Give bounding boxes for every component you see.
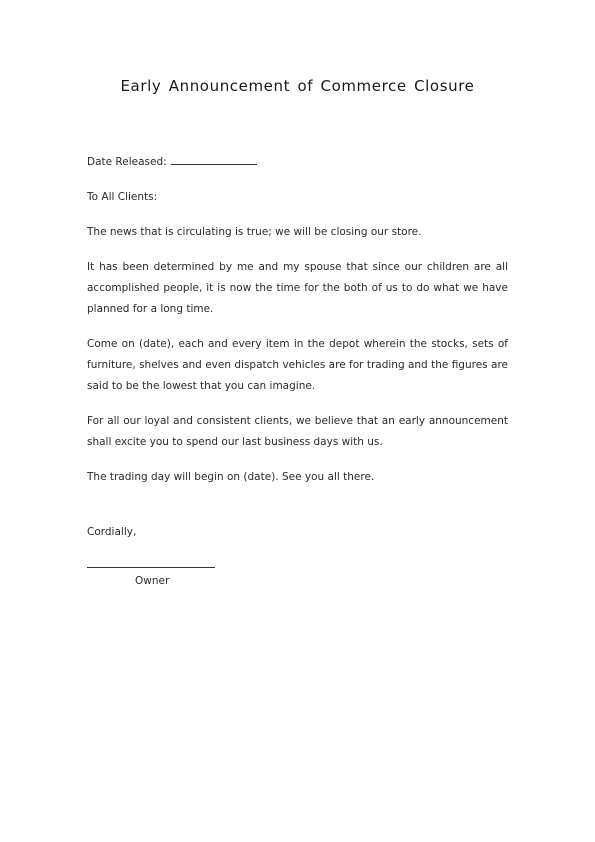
paragraph-5: The trading day will begin on (date). See you all there.	[87, 471, 375, 483]
paragraph-3: Come on (date), each and every item in the depot wherein the stocks, sets of furniture, shelves and even dispatch vehicles are for trading and the figures are said to be the lowest that you can imagine.	[87, 338, 508, 392]
date-released-label: Date Released:	[87, 156, 167, 168]
letter-body	[87, 152, 508, 592]
closing: Cordially,	[87, 526, 137, 538]
date-blank-line	[171, 153, 257, 165]
paragraph-2: It has been determined by me and my spouse that since our children are all accomplished people, it is now the time for the both of us to do what we have planned for a long time.	[87, 261, 508, 315]
signature-line	[87, 567, 215, 568]
salutation: To All Clients:	[87, 191, 158, 203]
paragraph-1: The news that is circulating is true; we will be closing our store.	[87, 226, 422, 238]
paragraph-4: For all our loyal and consistent clients, we believe that an early announcement shall excite you to spend our last business days with us.	[87, 415, 508, 448]
page-title: Early Announcement of Commerce Closure	[120, 77, 475, 95]
date-released-line	[87, 152, 508, 173]
signature-title: Owner	[135, 575, 170, 587]
